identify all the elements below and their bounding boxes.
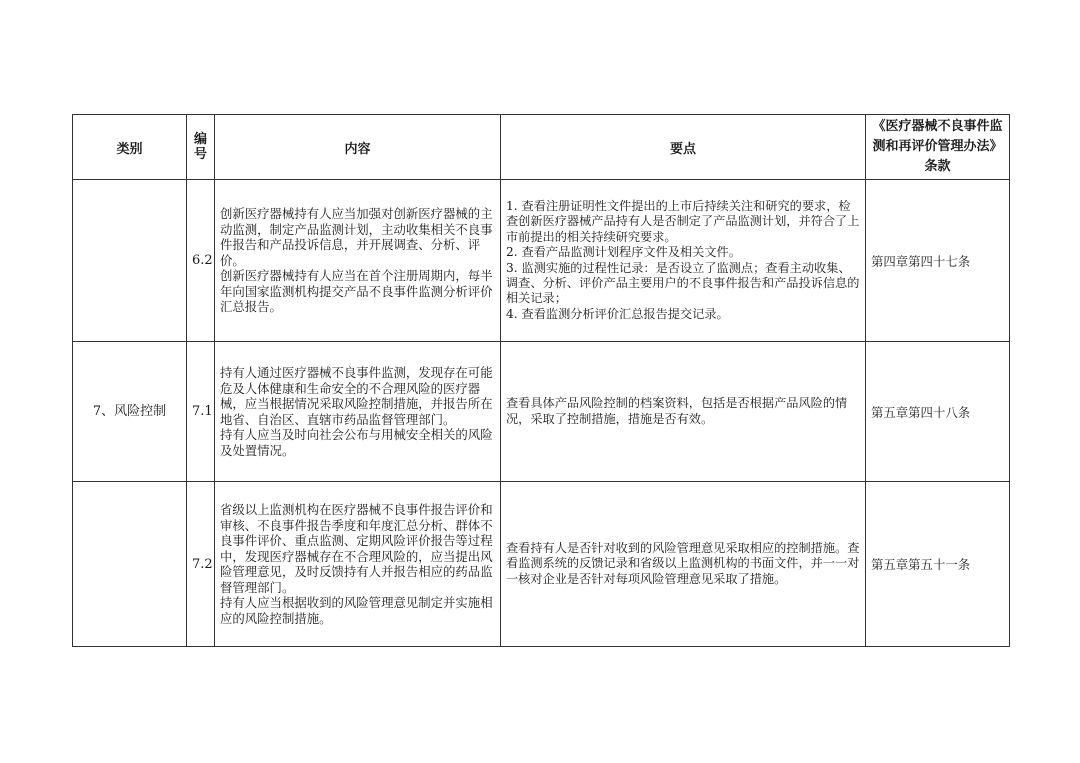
table-row <box>73 180 1010 342</box>
number-cell: 7.1 <box>187 342 215 482</box>
content-paragraph: 持有人通过医疗器械不良事件监测，发现存在可能危及人体健康和生命安全的不合理风险的医疗器械，应当根据情况采取风险控制措施，并报告所在地省、自治区、直辖市药品监督管理部门。 <box>220 365 493 427</box>
key-point: 查看具体产品风险控制的档案资料，包括是否根据产品风险的情况，采取了控制措施，措施是否有效。 <box>506 396 848 426</box>
key-point: 2. 查看产品监测计划程序文件及相关文件。 <box>506 245 741 260</box>
header-article: 《医疗器械不良事件监测和再评价管理办法》条款 <box>866 115 1010 180</box>
content-paragraph: 持有人应当及时向社会公布与用械安全相关的风险及处置情况。 <box>220 427 493 458</box>
article-cell: 第五章第四十八条 <box>866 342 1010 482</box>
content-paragraph: 省级以上监测机构在医疗器械不良事件报告评价和审核、不良事件报告季度和年度汇总分析、群体不良事件评价、重点监测、定期风险评价报告等过程中，发现医疗器械存在不合理风险的，应当提出风险管理意见，及时反馈持有人并报告相应的药品监督管理部门。 <box>220 502 493 595</box>
key-points-cell <box>501 180 866 342</box>
key-points-cell <box>501 482 866 647</box>
header-row <box>73 115 1010 180</box>
category-cell: 7、风险控制 <box>73 342 187 482</box>
article-cell: 第五章第五十一条 <box>866 482 1010 647</box>
content-paragraph: 持有人应当根据收到的风险管理意见制定并实施相应的风险控制措施。 <box>220 595 493 626</box>
key-points-cell <box>501 342 866 482</box>
number-cell: 7.2 <box>187 482 215 647</box>
content-cell <box>215 482 501 647</box>
category-cell <box>73 482 187 647</box>
header-key-points: 要点 <box>501 115 866 180</box>
content-paragraph: 创新医疗器械持有人应当在首个注册周期内，每半年向国家监测机构提交产品不良事件监测分析评价汇总报告。 <box>220 268 493 315</box>
key-point: 1. 查看注册证明性文件提出的上市后持续关注和研究的要求，检查创新医疗器械产品持有人是否制定了产品监测计划，并符合了上市前提出的相关持续研究要求。 <box>506 198 860 244</box>
article-cell: 第四章第四十七条 <box>866 180 1010 342</box>
key-point: 查看持有人是否针对收到的风险管理意见采取相应的控制措施。查看监测系统的反馈记录和省级以上监测机构的书面文件，并一一对一核对企业是否针对每项风险管理意见采取了措施。 <box>506 540 860 586</box>
header-category: 类别 <box>73 115 187 180</box>
table-row <box>73 482 1010 647</box>
content-cell <box>215 342 501 482</box>
table-row <box>73 342 1010 482</box>
key-point: 4. 查看监测分析评价汇总报告提交记录。 <box>506 306 729 321</box>
regulation-table <box>72 114 1010 647</box>
header-content: 内容 <box>215 115 501 180</box>
content-cell <box>215 180 501 342</box>
number-cell: 6.2 <box>187 180 215 342</box>
content-paragraph: 创新医疗器械持有人应当加强对创新医疗器械的主动监测，制定产品监测计划，主动收集相关不良事件报告和产品投诉信息，并开展调查、分析、评价。 <box>220 206 493 268</box>
category-cell <box>73 180 187 342</box>
key-point: 3. 监测实施的过程性记录：是否设立了监测点；查看主动收集、调查、分析、评价产品主要用户的不良事件报告和产品投诉信息的相关记录； <box>506 260 860 306</box>
header-number: 编号 <box>187 115 215 180</box>
